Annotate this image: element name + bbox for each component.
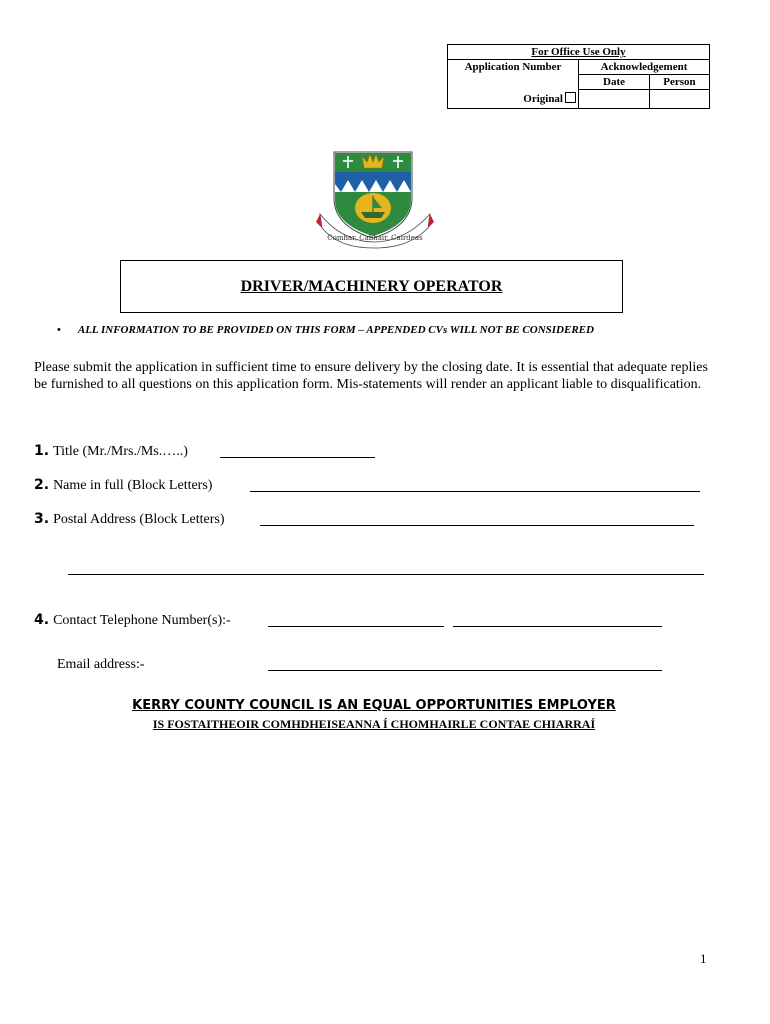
equal-opportunities-english: KERRY COUNTY COUNCIL IS AN EQUAL OPPORTUNITIES EMPLOYER (132, 698, 616, 713)
application-number-label: Application Number (448, 60, 579, 75)
question-label: Name in full (Block Letters) (53, 478, 213, 493)
office-use-heading: For Office Use Only (448, 45, 710, 60)
title-input-line[interactable] (220, 457, 375, 458)
original-cell (448, 90, 579, 109)
question-telephone (34, 612, 231, 629)
name-input-line[interactable] (250, 491, 700, 492)
question-number: 3. (34, 511, 50, 527)
original-checkbox[interactable] (565, 92, 576, 103)
address-input-line-1[interactable] (260, 525, 694, 526)
application-number-spacer (448, 75, 579, 90)
question-title (34, 443, 188, 460)
question-label: Title (Mr./Mrs./Ms.…..) (53, 444, 188, 459)
question-name (34, 477, 212, 494)
date-value-cell (579, 90, 650, 109)
person-value-cell (650, 90, 710, 109)
question-label: Contact Telephone Number(s):- (53, 613, 231, 628)
intro-paragraph: Please submit the application in sufficient time to ensure delivery by the closing date. It is essential that adequate replies be furnished to all questions on this application form. Mis-statements will render an applicant liable to disqualification. (34, 360, 708, 392)
email-label: Email address:- (57, 657, 145, 672)
question-number: 1. (34, 443, 50, 459)
original-label: Original (523, 92, 563, 105)
page-number: 1 (700, 951, 707, 966)
form-title-box (120, 260, 623, 313)
telephone-input-line-2[interactable] (453, 626, 662, 627)
council-crest-logo (316, 150, 434, 250)
question-number: 2. (34, 477, 50, 493)
instruction-bullet (57, 324, 594, 336)
bullet-icon: • (57, 324, 61, 336)
question-address (34, 511, 225, 528)
date-label: Date (579, 75, 650, 90)
telephone-input-line-1[interactable] (268, 626, 444, 627)
instruction-text: ALL INFORMATION TO BE PROVIDED ON THIS FORM – APPENDED CVs WILL NOT BE CONSIDERED (77, 324, 594, 336)
form-title: DRIVER/MACHINERY OPERATOR (240, 277, 503, 295)
address-input-line-2[interactable] (68, 574, 704, 575)
office-use-table (447, 44, 710, 109)
crest-motto: Comhar, Cabhair, Cairdeas (327, 234, 423, 242)
email-input-line[interactable] (268, 670, 662, 671)
person-label: Person (650, 75, 710, 90)
question-label: Postal Address (Block Letters) (53, 512, 225, 527)
equal-opportunities-irish: IS FOSTAITHEOIR COMHDHEISEANNA Í CHOMHAIRLE CONTAE CHIARRAÍ (152, 717, 596, 731)
acknowledgement-label: Acknowledgement (579, 60, 710, 75)
question-number: 4. (34, 612, 50, 628)
